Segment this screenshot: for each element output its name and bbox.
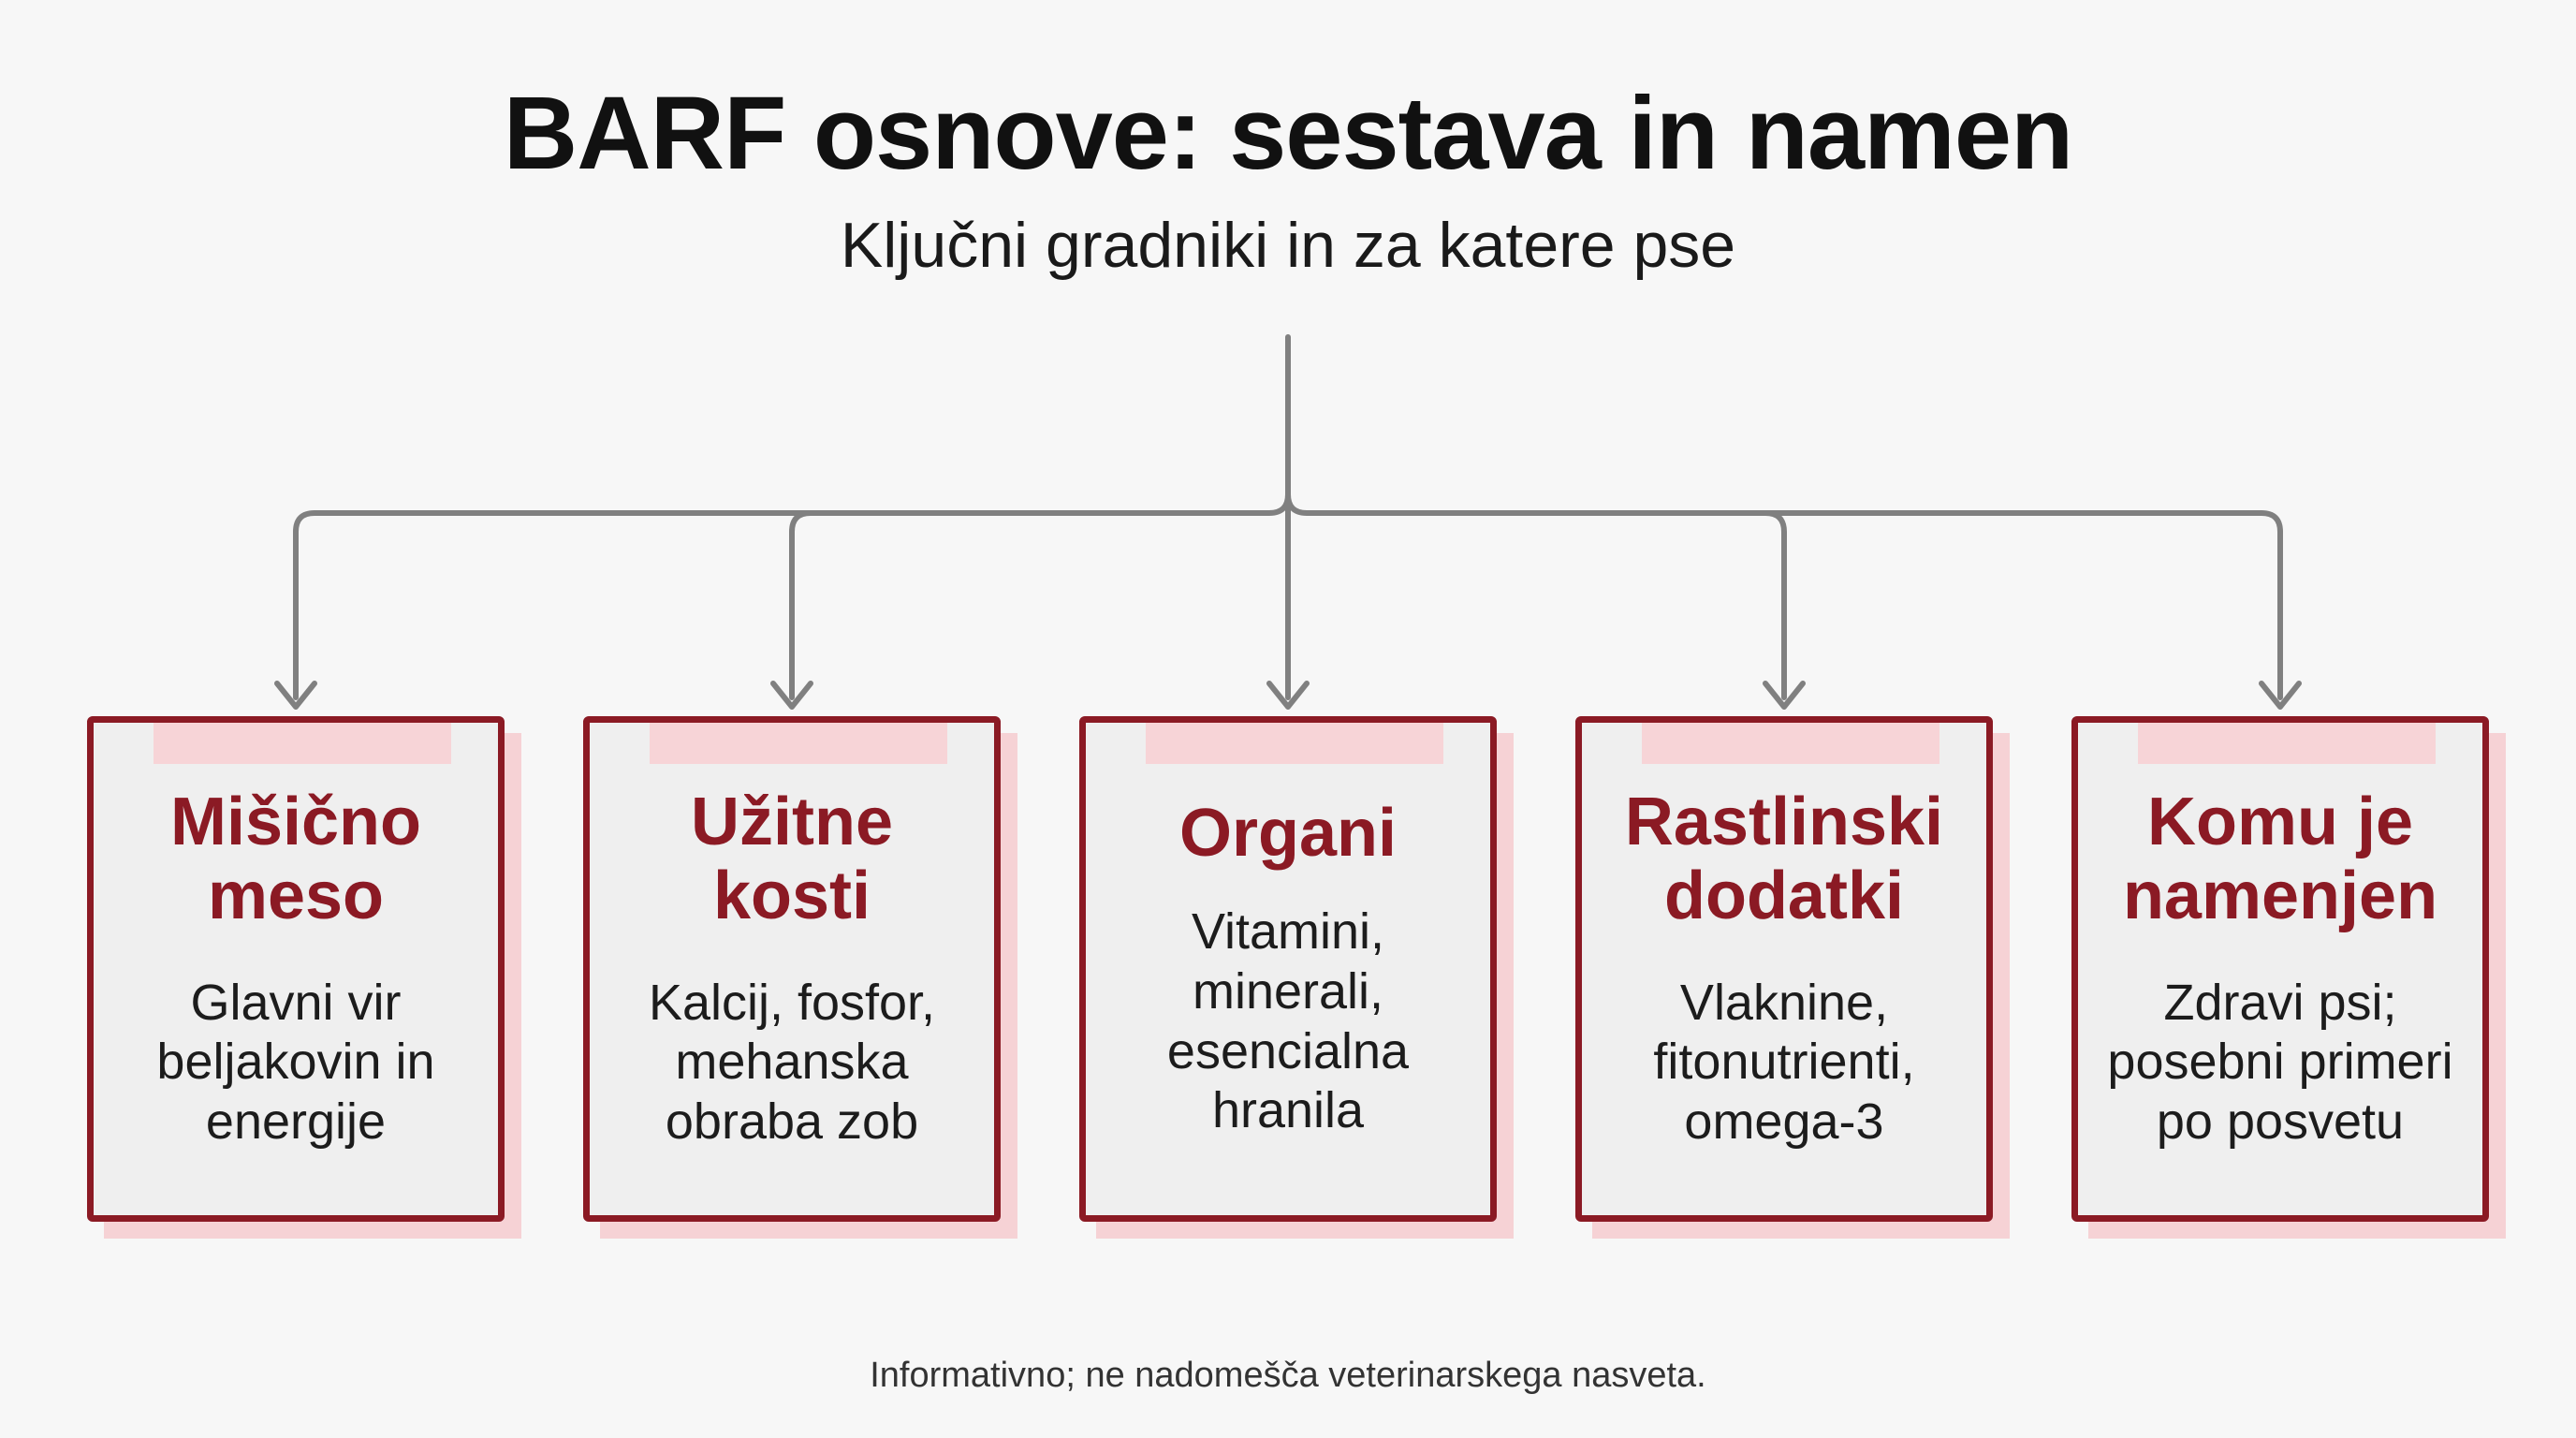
card-box [583,716,1001,1222]
card-description: Zdravi psi; posebni primeri po posvetu [2107,974,2453,1151]
card-title: Komu je namenjen [2122,785,2438,934]
card-edible-bones [583,716,1001,1222]
card-tab [2138,723,2436,764]
connector-branch-4 [1765,513,1784,697]
connector-branch-2 [792,513,811,697]
card-organs [1079,716,1497,1222]
card-title: Rastlinski dodatki [1624,785,1944,934]
card-description: Kalcij, fosfor, mehanska obraba zob [648,974,936,1151]
card-title: Organi [1178,795,1398,871]
page-subtitle: Ključni gradniki in za katere pse [840,210,1736,281]
card-tab [154,723,451,764]
card-intended-for [2071,716,2489,1222]
footnote: Informativno; ne nadomešča veterinarskega nasveta. [870,1356,1706,1395]
card-box [1575,716,1993,1222]
card-description: Glavni vir beljakovin in energije [156,974,435,1151]
card-title: Mišično meso [169,785,422,934]
page-title: BARF osnove: sestava in namen [503,76,2073,191]
card-tab [1642,723,1939,764]
card-description: Vitamini, minerali, esencialna hranila [1166,903,1410,1139]
card-tab [1146,723,1443,764]
card-description: Vlaknine, fitonutrienti, omega-3 [1653,974,1915,1151]
card-box [2071,716,2489,1222]
card-title: Užitne kosti [691,785,893,934]
card-box [87,716,505,1222]
card-plant-supplements [1575,716,1993,1222]
card-muscle-meat [87,716,505,1222]
card-box [1079,716,1497,1222]
card-tab [650,723,947,764]
